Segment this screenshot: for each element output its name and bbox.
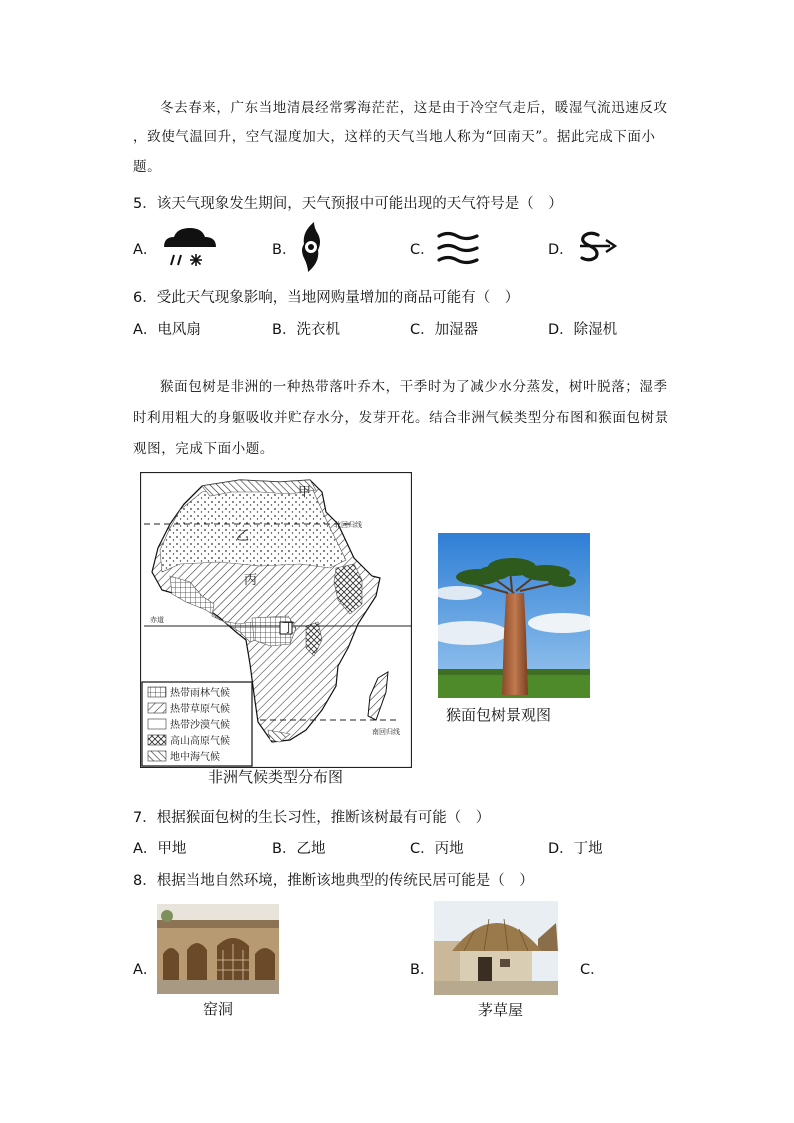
rain-snow-cloud-icon bbox=[160, 225, 220, 269]
q7-option-a: A．甲地 bbox=[133, 841, 187, 857]
passage-1-line-1: 冬去春来，广东当地清晨经常雾海茫茫，这是由于冷空气走后，暖湿气流迅速反攻 bbox=[160, 100, 668, 116]
legend-desert: 热带沙漠气候 bbox=[170, 720, 230, 731]
q7-option-c: C．丙地 bbox=[410, 841, 464, 857]
passage-1-line-2: ，致使气温回升，空气湿度加大，这样的天气当地人称为“回南天”。据此完成下面小 bbox=[133, 129, 656, 145]
typhoon-icon bbox=[296, 220, 326, 274]
legend-savanna: 热带草原气候 bbox=[170, 704, 230, 715]
q5-option-b-label: B． bbox=[272, 242, 297, 258]
q6-option-b: B．洗衣机 bbox=[272, 322, 340, 338]
baobab-photo bbox=[438, 533, 590, 698]
fog-icon bbox=[436, 228, 480, 268]
q7-option-d: D．丁地 bbox=[548, 841, 603, 857]
question-5-stem: 5．该天气现象发生期间，天气预报中可能出现的天气符号是（ ） bbox=[133, 196, 563, 212]
sandstorm-icon bbox=[576, 229, 618, 265]
q6-option-c: C．加湿器 bbox=[410, 322, 479, 338]
passage-2-line-1: 猴面包树是非洲的一种热带落叶乔木，干季时为了减少水分蒸发，树叶脱落；湿季 bbox=[160, 379, 668, 395]
q8-option-a-caption: 窑洞 bbox=[203, 1000, 234, 1018]
passage-2-line-2: 时利用粗大的身躯吸收并贮存水分，发芽开花。结合非洲气候类型分布图和猴面包树景 bbox=[133, 410, 669, 426]
legend-highland: 高山高原气候 bbox=[170, 736, 230, 747]
passage-1-line-3: 题。 bbox=[133, 159, 162, 175]
cave-dwelling-photo bbox=[157, 904, 279, 994]
q8-option-b-caption: 茅草屋 bbox=[478, 1001, 524, 1019]
map-caption: 非洲气候类型分布图 bbox=[208, 768, 344, 786]
q6-option-a: A．电风扇 bbox=[133, 322, 201, 338]
q8-option-a-label: A． bbox=[133, 962, 158, 978]
legend-mediterranean: 地中海气候 bbox=[170, 752, 220, 763]
africa-climate-map bbox=[140, 472, 412, 768]
q7-option-b: B．乙地 bbox=[272, 841, 326, 857]
tropic-north-label: 北回归线 bbox=[334, 521, 362, 529]
equator-label: 赤道 bbox=[150, 616, 164, 624]
tropic-south-label: 南回归线 bbox=[372, 728, 400, 736]
q5-option-c-label: C． bbox=[410, 242, 435, 258]
map-label-yi: 乙 bbox=[236, 529, 250, 544]
question-6-stem: 6．受此天气现象影响，当地网购量增加的商品可能有（ ） bbox=[133, 290, 520, 306]
baobab-caption: 猴面包树景观图 bbox=[446, 706, 552, 724]
q6-option-d: D．除湿机 bbox=[548, 322, 618, 338]
map-label-jia: 甲 bbox=[298, 485, 312, 500]
q8-option-b-label: B． bbox=[410, 962, 435, 978]
question-7-stem: 7．根据猴面包树的生长习性，推断该树最有可能（ ） bbox=[133, 810, 491, 826]
thatched-hut-photo bbox=[434, 901, 558, 995]
map-label-ding: 丁 bbox=[282, 621, 296, 636]
legend-rainforest: 热带雨林气候 bbox=[170, 688, 230, 699]
passage-2-line-3: 观图，完成下面小题。 bbox=[133, 441, 274, 457]
q5-option-a-label: A． bbox=[133, 242, 158, 258]
q5-option-d-label: D． bbox=[548, 242, 574, 258]
question-8-stem: 8．根据当地自然环境，推断该地典型的传统民居可能是（ ） bbox=[133, 873, 534, 889]
q8-option-c-label: C． bbox=[580, 962, 605, 978]
map-label-bing: 丙 bbox=[244, 573, 258, 588]
